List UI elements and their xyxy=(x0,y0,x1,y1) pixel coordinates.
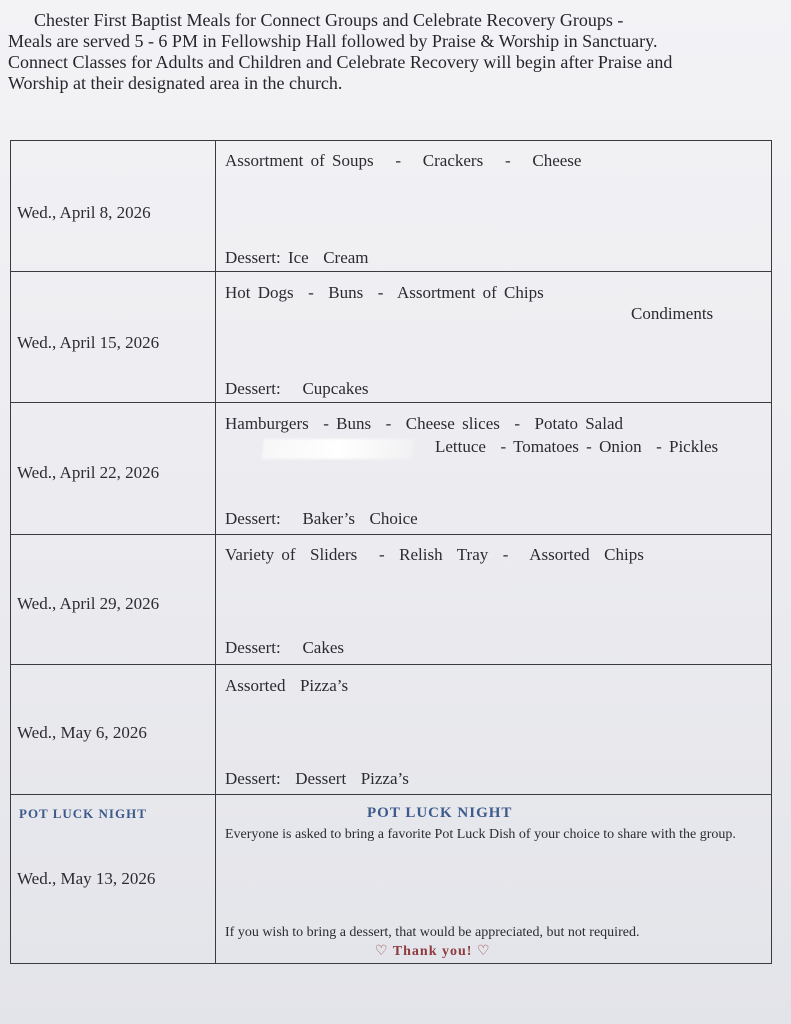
menu-line: Variety of Sliders - Relish Tray - Assorted Chips xyxy=(225,545,644,564)
menu-cell xyxy=(217,795,771,963)
menu-cell xyxy=(217,665,771,794)
intro-line-3: Connect Classes for Adults and Children and Celebrate Recovery will begin after Praise and xyxy=(8,52,673,72)
date-label: Wed., April 15, 2026 xyxy=(17,333,160,352)
date-cell xyxy=(11,403,216,534)
table-row xyxy=(11,795,771,963)
date-cell xyxy=(11,665,216,794)
menu-cell xyxy=(217,403,771,534)
date-cell xyxy=(11,795,216,963)
dessert-line: Dessert: Dessert Pizza’s xyxy=(225,769,409,788)
dessert-line: Dessert: Baker’s Choice xyxy=(225,509,418,528)
menu-line: Lettuce - Tomatoes - Onion - Pickles xyxy=(435,437,719,456)
date-cell xyxy=(11,535,216,664)
table-row xyxy=(11,141,771,272)
intro-paragraph xyxy=(8,10,778,94)
potluck-title: POT LUCK NIGHT xyxy=(367,805,513,821)
table-row xyxy=(11,403,771,535)
table-row xyxy=(11,665,771,795)
intro-line-2: Meals are served 5 - 6 PM in Fellowship Hall followed by Praise & Worship in Sanctuary. xyxy=(8,31,658,51)
correction-tape xyxy=(262,439,415,459)
dessert-line: Dessert: Ice Cream xyxy=(225,248,369,267)
date-label: Wed., May 6, 2026 xyxy=(17,723,147,742)
menu-line: Assorted Pizza’s xyxy=(225,676,349,695)
table-row xyxy=(11,272,771,403)
menu-cell xyxy=(217,535,771,664)
table-row xyxy=(11,535,771,665)
potluck-instructions: Everyone is asked to bring a favorite Pot Luck Dish of your choice to share with the group. xyxy=(225,827,736,842)
menu-line: Hot Dogs - Buns - Assortment of Chips xyxy=(225,283,544,302)
meal-schedule-table xyxy=(10,140,772,964)
dessert-line: Dessert: Cakes xyxy=(225,638,345,657)
thank-you-note: ♡ Thank you! ♡ xyxy=(375,944,491,959)
potluck-side-title: POT LUCK NIGHT xyxy=(19,806,147,821)
menu-line: Hamburgers - Buns - Cheese slices - Potato Salad xyxy=(225,414,623,433)
dessert-line: Dessert: Cupcakes xyxy=(225,379,369,398)
date-label: Wed., April 22, 2026 xyxy=(17,463,160,482)
menu-line: Condiments xyxy=(631,304,714,323)
date-label: Wed., May 13, 2026 xyxy=(17,869,156,888)
potluck-dessert-note: If you wish to bring a dessert, that would be appreciated, but not required. xyxy=(225,925,640,940)
date-label: Wed., April 29, 2026 xyxy=(17,594,160,613)
menu-line: Assortment of Soups - Crackers - Cheese xyxy=(225,151,582,170)
date-label: Wed., April 8, 2026 xyxy=(17,203,151,222)
date-cell xyxy=(11,272,216,402)
intro-line-4: Worship at their designated area in the church. xyxy=(8,73,343,93)
intro-line-1: Chester First Baptist Meals for Connect Groups and Celebrate Recovery Groups - xyxy=(34,10,624,30)
menu-cell xyxy=(217,141,771,271)
date-cell xyxy=(11,141,216,271)
menu-cell xyxy=(217,272,771,402)
